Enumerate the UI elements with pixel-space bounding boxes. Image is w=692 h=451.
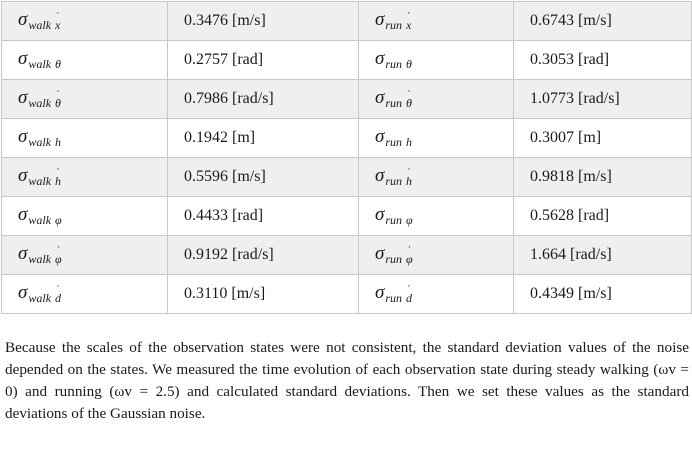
walk-value: 0.2757 [rad] xyxy=(184,51,264,68)
run-subscript: run˙ φ xyxy=(385,252,412,266)
run-value-cell xyxy=(514,158,692,197)
state-variable: φ xyxy=(55,213,62,227)
run-subscript: run˙ d xyxy=(385,291,412,305)
state-variable: h xyxy=(406,135,413,149)
run-value: 1.0773 [rad/s] xyxy=(530,90,620,107)
run-value-cell xyxy=(514,275,692,314)
walk-symbol-cell xyxy=(2,275,168,314)
run-symbol-cell xyxy=(359,80,514,119)
noise-std-table xyxy=(1,1,692,314)
walk-symbol-cell xyxy=(2,158,168,197)
walk-value-cell xyxy=(168,80,359,119)
state-variable: ˙ φ xyxy=(406,252,413,267)
walk-value-cell xyxy=(168,197,359,236)
run-value: 0.9818 [m/s] xyxy=(530,168,612,185)
state-variable: ˙ d xyxy=(406,291,412,306)
run-value: 0.5628 [rad] xyxy=(530,207,610,224)
table-row xyxy=(2,119,692,158)
walk-subscript: walk˙ θ xyxy=(28,96,61,110)
state-variable: φ xyxy=(406,213,413,227)
sigma-symbol: σ xyxy=(18,165,28,186)
run-symbol-cell xyxy=(359,119,514,158)
sigma-symbol: σ xyxy=(375,243,385,264)
sigma-symbol: σ xyxy=(18,126,28,147)
state-variable: θ xyxy=(55,57,61,71)
walk-symbol-cell xyxy=(2,197,168,236)
run-value: 0.3007 [m] xyxy=(530,129,602,146)
run-subscript: run φ xyxy=(385,213,413,227)
state-variable: ˙ x xyxy=(406,18,411,33)
sigma-symbol: σ xyxy=(18,87,28,108)
sigma-symbol: σ xyxy=(18,282,28,303)
run-subscript: run θ xyxy=(385,57,412,71)
run-value-cell xyxy=(514,197,692,236)
run-subscript: run˙ x xyxy=(385,18,411,32)
walk-value: 0.7986 [rad/s] xyxy=(184,90,274,107)
walk-value: 0.9192 [rad/s] xyxy=(184,246,274,263)
walk-value-cell xyxy=(168,2,359,41)
table-row xyxy=(2,158,692,197)
table-row xyxy=(2,2,692,41)
state-variable: ˙ θ xyxy=(55,96,61,111)
run-value: 0.4349 [m/s] xyxy=(530,285,612,302)
walk-symbol-cell xyxy=(2,236,168,275)
sigma-symbol: σ xyxy=(18,48,28,69)
walk-subscript: walk θ xyxy=(28,57,61,71)
run-subscript: run˙ h xyxy=(385,174,412,188)
sigma-symbol: σ xyxy=(18,204,28,225)
run-value-cell xyxy=(514,236,692,275)
state-variable: ˙ h xyxy=(55,174,61,189)
state-variable: ˙ x xyxy=(55,18,60,33)
sigma-symbol: σ xyxy=(375,9,385,30)
walk-value: 0.3110 [m/s] xyxy=(184,285,266,302)
run-symbol-cell xyxy=(359,2,514,41)
walk-value-cell xyxy=(168,275,359,314)
walk-value: 0.4433 [rad] xyxy=(184,207,264,224)
walk-subscript: walk˙ d xyxy=(28,291,61,305)
run-value-cell xyxy=(514,80,692,119)
run-symbol-cell xyxy=(359,275,514,314)
state-variable: h xyxy=(55,135,62,149)
run-symbol-cell xyxy=(359,41,514,80)
table-row xyxy=(2,41,692,80)
walk-symbol-cell xyxy=(2,119,168,158)
state-variable: ˙ d xyxy=(55,291,61,306)
run-symbol-cell xyxy=(359,158,514,197)
table-caption xyxy=(5,337,689,425)
sigma-symbol: σ xyxy=(375,165,385,186)
table-row xyxy=(2,80,692,119)
state-variable: θ xyxy=(406,57,412,71)
walk-symbol-cell xyxy=(2,80,168,119)
walk-subscript: walk˙ φ xyxy=(28,252,61,266)
run-value-cell xyxy=(514,2,692,41)
caption-text: Because the scales of the observation states were not consistent, the standard deviation values of the noise depended on the states. We measured the time evolution of each observation state during steady walking (ωv = 0) and running (ωv = 2.5) and calculated standard deviations. Then we set these values as the standard deviations of the Gaussian noise. xyxy=(5,339,689,422)
sigma-symbol: σ xyxy=(375,204,385,225)
walk-value-cell xyxy=(168,41,359,80)
walk-value: 0.5596 [m/s] xyxy=(184,168,266,185)
run-value: 0.6743 [m/s] xyxy=(530,12,612,29)
run-value: 1.664 [rad/s] xyxy=(530,246,612,263)
run-symbol-cell xyxy=(359,197,514,236)
walk-value-cell xyxy=(168,158,359,197)
table-row xyxy=(2,197,692,236)
walk-value-cell xyxy=(168,236,359,275)
walk-subscript: walk˙ x xyxy=(28,18,60,32)
walk-symbol-cell xyxy=(2,41,168,80)
state-variable: ˙ h xyxy=(406,174,412,189)
sigma-symbol: σ xyxy=(18,243,28,264)
sigma-symbol: σ xyxy=(375,126,385,147)
walk-value-cell xyxy=(168,119,359,158)
run-subscript: run˙ θ xyxy=(385,96,412,110)
sigma-symbol: σ xyxy=(18,9,28,30)
table-body xyxy=(2,2,692,314)
run-value-cell xyxy=(514,119,692,158)
sigma-symbol: σ xyxy=(375,48,385,69)
walk-subscript: walk˙ h xyxy=(28,174,61,188)
walk-symbol-cell xyxy=(2,2,168,41)
run-subscript: run h xyxy=(385,135,413,149)
run-symbol-cell xyxy=(359,236,514,275)
walk-value: 0.3476 [m/s] xyxy=(184,12,266,29)
sigma-symbol: σ xyxy=(375,282,385,303)
table-row xyxy=(2,236,692,275)
run-value-cell xyxy=(514,41,692,80)
table-row xyxy=(2,275,692,314)
run-value: 0.3053 [rad] xyxy=(530,51,610,68)
sigma-symbol: σ xyxy=(375,87,385,108)
walk-subscript: walk h xyxy=(28,135,62,149)
walk-subscript: walk φ xyxy=(28,213,62,227)
walk-value: 0.1942 [m] xyxy=(184,129,256,146)
state-variable: ˙ φ xyxy=(55,252,62,267)
state-variable: ˙ θ xyxy=(406,96,412,111)
